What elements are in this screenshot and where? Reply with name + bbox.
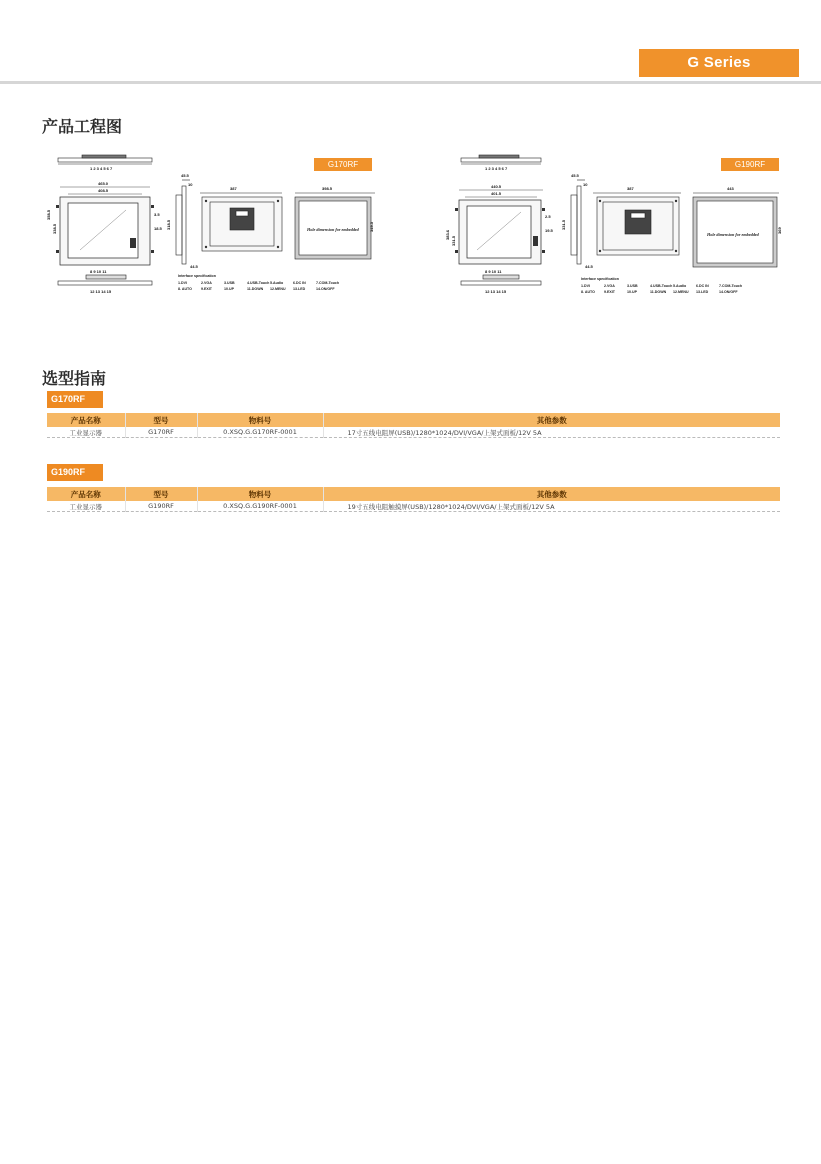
table-row — [47, 501, 780, 512]
cutout-dim-top: 443 — [727, 186, 734, 191]
drawing-model-label: G170RF — [314, 158, 372, 171]
spec-item: 11.DOWN — [247, 287, 264, 291]
front-dim-side2: 19.5 — [545, 228, 553, 233]
spec-item: 14.ON/OFF — [316, 287, 335, 291]
header-product-name: 产品名称 — [47, 487, 125, 501]
cell-product-name: 工业显示器 — [47, 427, 125, 438]
pin-label-bottom: 8 9 10 11 — [485, 269, 502, 274]
header-product-name: 产品名称 — [47, 413, 125, 427]
back-dim-top: 387 — [230, 186, 237, 191]
spec-item: 12.MENU — [673, 290, 689, 294]
drawing-model-label: G190RF — [721, 158, 779, 171]
header-part-number: 物料号 — [197, 487, 323, 501]
header-other-params: 其他参数 — [323, 413, 780, 427]
spec-item: 14.ON/OFF — [719, 290, 738, 294]
cell-part-number: 0.XSQ.G.G170RF-0001 — [197, 427, 323, 438]
spec-item: 10.UP — [627, 290, 637, 294]
drawing-svg — [46, 150, 380, 300]
spec-item: 13.LED — [293, 287, 306, 291]
spec-item: 4.USB-Touch — [247, 281, 270, 285]
drawing-svg — [445, 150, 783, 300]
cell-other-params: 17寸五线电阻屏(USB)/1280*1024/DVI/VGA/上架式面板/12V 5A — [323, 427, 780, 438]
engineering-drawing-g170rf — [46, 150, 380, 300]
side-dim-1: 45.5 — [571, 173, 579, 178]
side-dim-2: 10 — [188, 182, 193, 187]
front-dim-mid: 401.5 — [491, 191, 502, 196]
table-row — [47, 427, 780, 438]
drawing-section-title: 产品工程图 — [42, 117, 123, 136]
spec-item: 6.DC IN — [293, 281, 306, 285]
cell-product-name: 工业显示器 — [47, 501, 125, 512]
spec-item: 9.EXIT — [201, 287, 212, 291]
header-part-number: 物料号 — [197, 413, 323, 427]
series-tab: G Series — [639, 49, 799, 77]
spec-item: 9.EXIT — [604, 290, 615, 294]
cutout-note: Hole dimension for embedded — [707, 232, 759, 237]
spec-heading: Interface specification — [581, 277, 619, 281]
selection-table-g190rf — [47, 487, 780, 512]
cell-other-params: 19寸五线电阻触摸屏(USB)/1280*1024/DVI/VGA/上架式面板/12V 5A — [323, 501, 780, 512]
front-dim-left2: 338.5 — [52, 223, 57, 234]
back-dim-top: 387 — [627, 186, 634, 191]
selection-section-title: 选型指南 — [42, 369, 107, 388]
spec-item: 3.USB — [224, 281, 235, 285]
side-dim-1: 45.5 — [181, 173, 189, 178]
front-dim-left: 383.6 — [445, 229, 450, 240]
spec-item: 5.Audio — [673, 284, 687, 288]
model-tag-g170rf: G170RF — [47, 391, 103, 408]
front-dim-side: 3.5 — [154, 212, 160, 217]
spec-item: 2.VGA — [604, 284, 615, 288]
side-dim-4: 44.5 — [190, 264, 198, 269]
table-header-row — [47, 413, 780, 427]
spec-item: 12.MENU — [270, 287, 286, 291]
cell-model: G190RF — [125, 501, 197, 512]
cell-model: G170RF — [125, 427, 197, 438]
cutout-note: Hole dimension for embedded — [307, 227, 359, 232]
front-dim-left: 358.5 — [46, 209, 51, 220]
model-tag-g190rf: G190RF — [47, 464, 103, 481]
cutout-dim-top: 398.5 — [322, 186, 333, 191]
spec-item: 5.Audio — [270, 281, 284, 285]
spec-item: 7.COM-Touch — [316, 281, 340, 285]
spec-item: 8. AUTO — [581, 290, 595, 294]
spec-item: 3.USB — [627, 284, 638, 288]
spec-item: 6.DC IN — [696, 284, 709, 288]
cell-part-number: 0.XSQ.G.G190RF-0001 — [197, 501, 323, 512]
front-dim-top: 440.5 — [491, 184, 502, 189]
engineering-drawing-g190rf — [445, 150, 783, 300]
cutout-dim-right: 349.5 — [369, 221, 374, 232]
header-model: 型号 — [125, 413, 197, 427]
side-dim-4: 44.5 — [585, 264, 593, 269]
spec-heading: Interface specification — [178, 274, 216, 278]
spec-item: 7.COM-Touch — [719, 284, 743, 288]
front-dim-side2: 18.5 — [154, 226, 162, 231]
selection-table-g170rf — [47, 413, 780, 438]
spec-item: 11.DOWN — [650, 290, 667, 294]
spec-item: 1.DVI — [581, 284, 590, 288]
front-dim-top: 465.0 — [98, 181, 109, 186]
pin-label-bottom2: 12 13 14 15 — [90, 289, 112, 294]
side-dim-3: 331.5 — [561, 219, 566, 230]
side-dim-3: 318.5 — [166, 219, 171, 230]
pin-label-bottom: 8 9 10 11 — [90, 269, 107, 274]
spec-item: 4.USB-Touch — [650, 284, 673, 288]
spec-item: 8. AUTO — [178, 287, 192, 291]
pin-label-top: 1 2 3 4 5 6 7 — [90, 166, 113, 171]
cutout-dim-right: 369 — [777, 227, 782, 234]
spec-item: 2.VGA — [201, 281, 212, 285]
side-dim-2: 10 — [583, 182, 588, 187]
front-dim-side: 2.5 — [545, 214, 551, 219]
front-dim-left2: 331.5 — [451, 235, 456, 246]
spec-item: 1.DVI — [178, 281, 187, 285]
header-rule — [0, 81, 821, 84]
table-header-row — [47, 487, 780, 501]
front-dim-mid: 408.5 — [98, 188, 109, 193]
spec-item: 10.UP — [224, 287, 234, 291]
header-other-params: 其他参数 — [323, 487, 780, 501]
header-model: 型号 — [125, 487, 197, 501]
pin-label-bottom2: 12 13 14 15 — [485, 289, 507, 294]
spec-item: 13.LED — [696, 290, 709, 294]
pin-label-top: 1 2 3 4 5 6 7 — [485, 166, 508, 171]
